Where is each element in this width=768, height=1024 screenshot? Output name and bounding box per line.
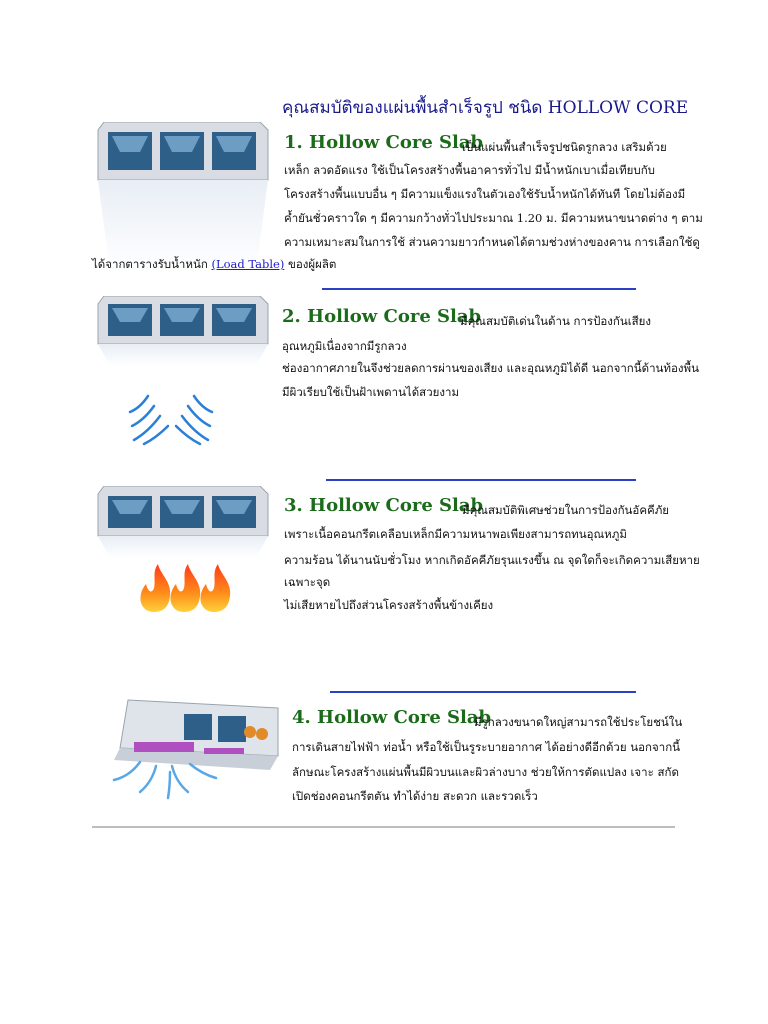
divider-3 xyxy=(330,691,636,693)
section-4-line-3: ลักษณะโครงสร้างแผ่นพื้นมีผิวบนและผิวล่างบาง ช่วยให้การตัดแปลง เจาะ สกัด xyxy=(292,765,679,779)
section-2-line-2: อุณหภูมิเนื่องจากมีรูกลวง xyxy=(282,339,407,353)
divider-1 xyxy=(322,288,636,290)
load-table-link[interactable]: (Load Table) xyxy=(211,257,285,271)
section-4-heading: 4. Hollow Core Slab xyxy=(292,707,492,728)
section-1-line-6 xyxy=(92,253,336,275)
section-2-line-3: ช่องอากาศภายในจึงช่วยลดการผ่านของเสียง และอุณหภูมิได้ดี นอกจากนี้ด้านท้องพื้น xyxy=(282,361,699,375)
section-1-line-1: เป็นแผ่นพื้นสำเร็จรูปชนิดรูกลวง เสริมด้วย xyxy=(462,140,667,154)
slab-illustration-2 xyxy=(96,296,272,446)
section-1-line-4: ค้ำยันชั่วคราวใด ๆ มีความกว้างทั่วไปประมาณ 1.20 ม. มีความหนาขนาดต่าง ๆ ตาม xyxy=(284,211,703,225)
section-3-line-3: ความร้อน ได้นานนับชั่วโมง หากเกิดอัคคีภัยรุนแรงขึ้น ณ จุดใดก็จะเกิดความเสียหาย xyxy=(284,553,700,567)
section-4-line-2: การเดินสายไฟฟ้า ท่อน้ำ หรือใช้เป็นรูระบายอากาศ ได้อย่างดีอีกด้วย นอกจากนี้ xyxy=(292,740,681,754)
slab-illustration-4 xyxy=(100,696,280,806)
section-1-line-3: โครงสร้างพื้นแบบอื่น ๆ มีความแข็งแรงในตัวเองใช้รับน้ำหนักได้ทันที โดยไม่ต้องมี xyxy=(284,187,686,201)
slab-illustration-3 xyxy=(96,486,272,616)
section-3-heading: 3. Hollow Core Slab xyxy=(284,495,484,516)
section-3-line-2: เพราะเนื้อคอนกรีตเคลือบเหล็กมีความหนาพอเพียงสามารถทนอุณหภูมิ xyxy=(284,527,627,541)
section-1-heading: 1. Hollow Core Slab xyxy=(284,132,484,153)
section-2-heading: 2. Hollow Core Slab xyxy=(282,306,482,327)
bottom-divider xyxy=(92,826,675,828)
section-1-line-2: เหล็ก ลวดอัดแรง ใช้เป็นโครงสร้างพื้นอาคารทั่วไป มีน้ำหนักเบาเมื่อเทียบกับ xyxy=(284,163,655,177)
slab-illustration-1 xyxy=(96,122,272,272)
section-4-line-4: เปิดช่องคอนกรีตตัน ทำได้ง่าย สะดวก และรวดเร็ว xyxy=(292,789,538,803)
sound-waves-icon xyxy=(96,296,272,446)
section-1-line-6-before: ได้จากตารางรับน้ำหนัก xyxy=(92,257,208,271)
hollow-core-slab-icon xyxy=(96,122,272,272)
section-3-line-4: เฉพาะจุด xyxy=(284,575,331,589)
divider-2 xyxy=(326,479,636,481)
section-1-line-6-after: ของผู้ผลิต xyxy=(288,257,337,271)
section-1-line-5: ความเหมาะสมในการใช้ ส่วนความยาวกำหนดได้ตามช่วงห่างของคาน การเลือกใช้ดู xyxy=(284,235,700,249)
section-2-line-1: มีคุณสมบัติเด่นในด้าน การป้องกันเสียง xyxy=(460,314,652,328)
page-title: คุณสมบัติของแผ่นพื้นสำเร็จรูป ชนิด HOLLOW CORE xyxy=(282,98,689,118)
section-3-line-1: มีคุณสมบัติพิเศษช่วยในการป้องกันอัคคีภัย xyxy=(462,503,670,517)
ducts-airflow-icon xyxy=(100,696,280,806)
section-4-line-1: มีรูกลวงขนาดใหญ่สามารถใช้ประโยชน์ใน xyxy=(474,715,683,729)
section-3-line-5: ไม่เสียหายไปถึงส่วนโครงสร้างพื้นข้างเคียง xyxy=(284,598,494,612)
section-2-line-4: มีผิวเรียบใช้เป็นฝ้าเพดานได้สวยงาม xyxy=(282,385,460,399)
flames-icon xyxy=(96,486,272,616)
